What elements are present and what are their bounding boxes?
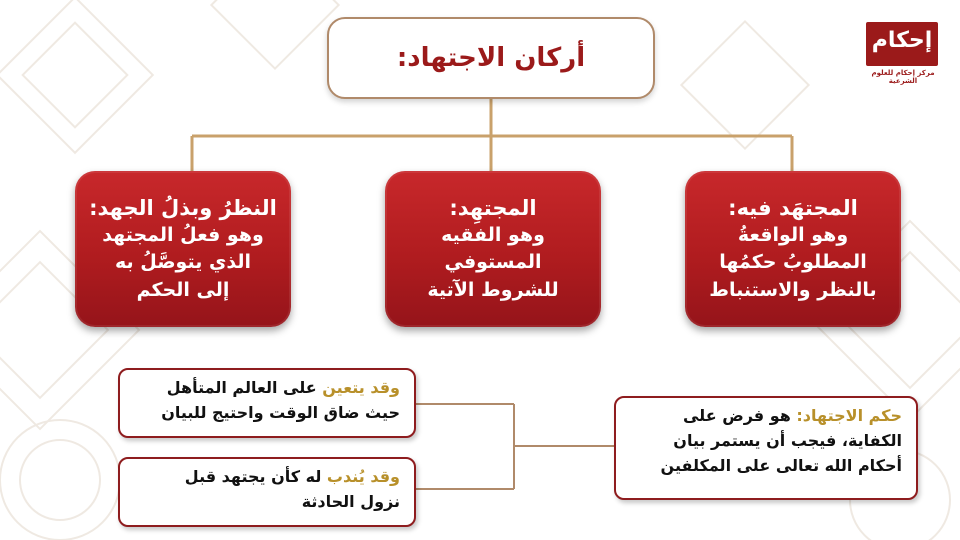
pillar-title: المجتهَد فيه: bbox=[728, 195, 858, 220]
logo-name: إحكام bbox=[871, 28, 933, 53]
logo bbox=[862, 22, 944, 92]
pillar-box-subject bbox=[685, 171, 901, 327]
pillar-line: المطلوبُ حكمُها bbox=[719, 251, 867, 274]
note-text: له كأن يجتهد قبل bbox=[184, 467, 327, 486]
page-title bbox=[397, 43, 585, 73]
title-box bbox=[327, 17, 655, 99]
note-text: على العالم المتأهل bbox=[166, 378, 323, 397]
pillar-line: وهو فعلُ المجتهد bbox=[102, 223, 264, 246]
pillar-title: النظرُ وبذلُ الجهد: bbox=[89, 195, 277, 220]
note-box-recommended bbox=[118, 457, 416, 527]
pillar-line: وهو الفقيه bbox=[441, 223, 545, 246]
pillar-title: المجتهِد: bbox=[449, 195, 537, 220]
note-line-1 bbox=[134, 376, 400, 401]
pillar-line: المستوفي bbox=[444, 251, 542, 274]
pillar-line: إلى الحكم bbox=[136, 278, 230, 301]
ruling-line-1 bbox=[630, 404, 902, 429]
note-line: حيث ضاق الوقت واحتيج للبيان bbox=[161, 402, 400, 422]
pillar-box-effort bbox=[75, 171, 291, 327]
logo-subtitle: مركز إحكام للعلوم الشرعية bbox=[871, 69, 935, 85]
title-main: أركان الاجتهاد bbox=[407, 43, 586, 73]
note-label: وقد يُندب bbox=[326, 467, 400, 486]
pillar-line: بالنظر والاستنباط bbox=[709, 278, 877, 301]
ruling-label: حكم الاجتهاد: bbox=[796, 406, 902, 425]
note-line-1 bbox=[134, 465, 400, 490]
ruling-box bbox=[614, 396, 918, 500]
pillar-line: وهو الواقعةُ bbox=[737, 223, 849, 246]
note-box-obligatory bbox=[118, 368, 416, 438]
ruling-line: أحكام الله تعالى على المكلفين bbox=[660, 455, 902, 475]
title-suffix: : bbox=[396, 43, 408, 73]
pillar-line: الذي يتوصَّلُ به bbox=[114, 251, 252, 274]
note-label: وقد يتعين bbox=[322, 378, 400, 397]
pillar-box-mujtahid bbox=[385, 171, 601, 327]
ruling-text: هو فرض على bbox=[682, 406, 797, 425]
note-line: نزول الحادثة bbox=[301, 491, 400, 511]
ruling-line: الكفاية، فيجب أن يستمر بيان bbox=[673, 430, 902, 450]
pillar-line: للشروط الآتية bbox=[427, 278, 559, 301]
